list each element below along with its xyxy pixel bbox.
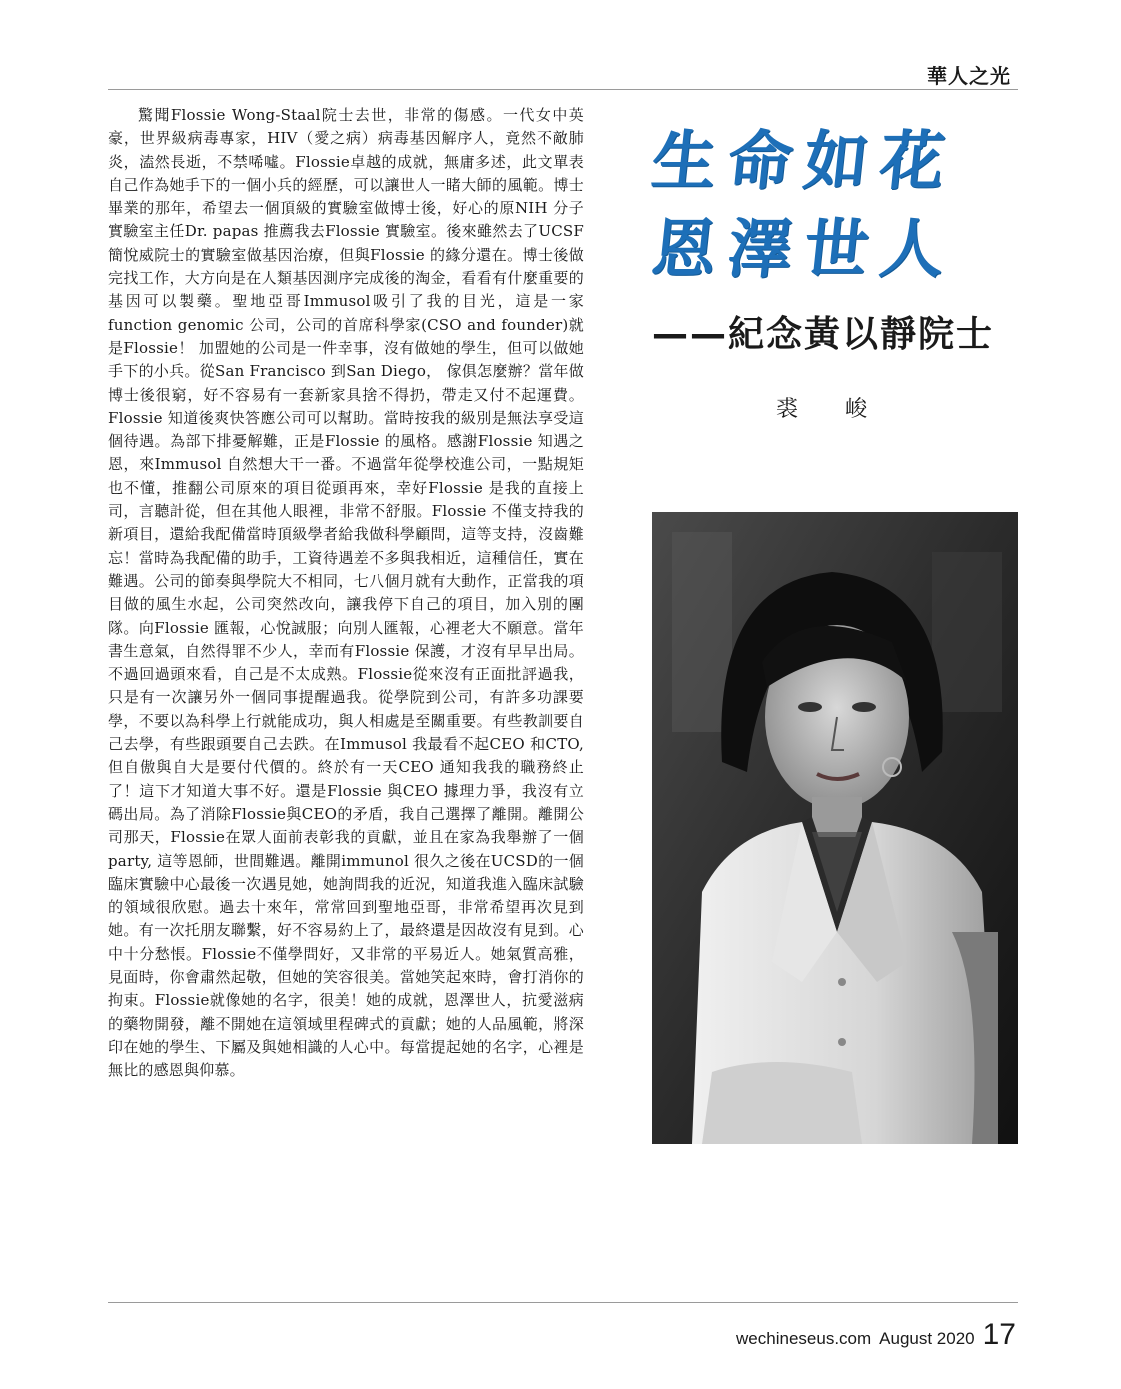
title-block: [648, 118, 1022, 357]
title-line-1: 生命如花: [648, 125, 960, 199]
subtitle: ——紀念黃以靜院士: [652, 314, 995, 355]
page-number: 17: [982, 1318, 1016, 1351]
header-rule: [108, 89, 1018, 90]
footer-site: wechineseus.com: [736, 1329, 872, 1348]
title-line-2: 恩澤世人: [648, 213, 960, 287]
article-paragraph: 驚聞Flossie Wong-Staal院士去世，非常的傷感。一代女中英豪，世界級病毒專家，HIV（愛之病）病毒基因解序人，竟然不敵肺炎，溘然長逝，不禁唏噓。Flossie卓越的成就，無庸多述，此文單表自己作為她手下的一個小兵的經歷，可以讓世人一睹大師的風範。博士畢業的那年，希望去一個頂級的實驗室做博士後，好心的原NIH 分子實驗室主任Dr. papas 推薦我去Flossie 實驗室。後來雖然去了UCSF 簡悅威院士的實驗室做基因治療，但與Flossie 的緣分還在。博士後做完找工作，大方向是在人類基因測序完成後的淘金，看看有什麼重要的基因可以製藥。聖地亞哥Immusol吸引了我的目光，這是一家function genomic 公司，公司的首席科學家(CSO and founder)就是Flossie！ 加盟她的公司是一件幸事，沒有做她的學生，但可以做她手下的小兵。從San Francisco 到San Diego， 傢俱怎麼辦？當年做博士後很窮，好不容易有一套新家具捨不得扔，帶走又付不起運費。Flossie 知道後爽快答應公司可以幫助。當時按我的級別是無法享受這個待遇。為部下排憂解難，正是Flossie 的風格。感謝Flossie 知遇之恩，來Immusol 自然想大干一番。不過當年從學校進公司，一點規矩也不懂，推翻公司原來的項目從頭再來，幸好Flossie 是我的直接上司，言聽計從，但在其他人眼裡，非常不舒服。Flossie 不僅支持我的新項目，還給我配備當時頂級學者給我做科學顧問，這等支持，沒齒難忘！當時為我配備的助手，工資待遇差不多與我相近，這種信任，實在難遇。公司的節奏與學院大不相同，七八個月就有大動作，正當我的項目做的風生水起，公司突然改向，讓我停下自己的項目，加入別的團隊。向Flossie 匯報，心悅誠服；向別人匯報，心裡老大不願意。當年書生意氣，自然得罪不少人，幸而有Flossie 保護，才沒有早早出局。不過回過頭來看，自己是不太成熟。Flossie從來沒有正面批評過我，只是有一次讓另外一個同事提醒過我。從學院到公司，有許多功課要學，不要以為科學上行就能成功，與人相處是至關重要。有些教訓要自己去學，有些跟頭要自己去跌。在Immusol 我最看不起CEO 和CTO, 但自傲與自大是要付代價的。終於有一天CEO 通知我我的職務終止了！這下才知道大事不好。還是Flossie 與CEO 據理力爭，我沒有立碼出局。為了消除Flossie與CEO的矛盾，我自己選擇了離開。離開公司那天，Flossie在眾人面前表彰我的貢獻，並且在家為我舉辦了一個party, 這等恩師，世間難遇。離開immunol 很久之後在UCSD的一個臨床實驗中心最後一次遇見她，她詢問我的近況，知道我進入臨床試驗的領域很欣慰。過去十來年，常常回到聖地亞哥，非常希望再次見到她。有一次托朋友聯繫，好不容易約上了，最終還是因故沒有見到。心中十分愁悵。Flossie不僅學問好，又非常的平易近人。她氣質高雅，見面時，你會肅然起敬，但她的笑容很美。當她笑起來時，會打消你的拘束。Flossie就像她的名字，很美！她的成就，恩澤世人，抗愛滋病的藥物開發，離不開她在這領域里程碑式的貢獻；她的人品風範，將深印在她的學生、下屬及與她相識的人心中。每當提起她的名字，心裡是無比的感恩與仰慕。: [108, 106, 584, 1080]
portrait-illustration: [652, 512, 1018, 1144]
article-body: [108, 104, 584, 1082]
page-footer: [736, 1318, 1016, 1352]
portrait-photo: [652, 512, 1018, 1144]
author-name: 裘 峻: [776, 397, 887, 422]
footer-rule: [108, 1302, 1018, 1303]
section-label: 華人之光: [927, 64, 1011, 88]
footer-issue: August 2020: [879, 1329, 975, 1348]
